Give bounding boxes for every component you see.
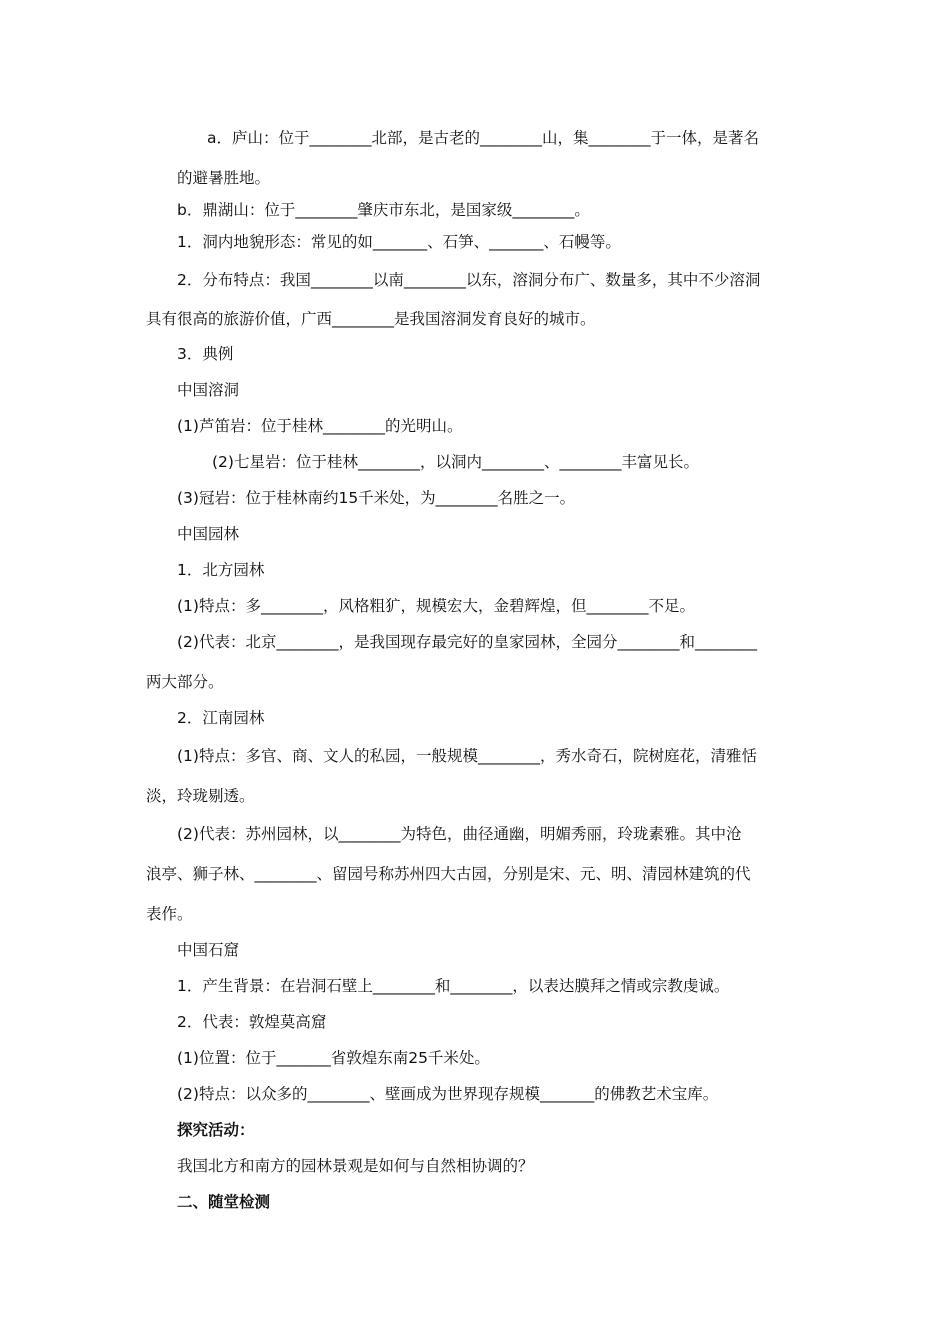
text-line: 1．洞内地貌形态：常见的如_______、石笋、_______、石幔等。 bbox=[177, 233, 621, 251]
text-line: (2)代表：苏州园林，以________为特色，曲径通幽，明媚秀丽，玲珑素雅。其中沧 bbox=[177, 825, 742, 843]
text-line: (3)冠岩：位于桂林南约15千米处，为________名胜之一。 bbox=[177, 489, 576, 507]
section-heading: 中国溶洞 bbox=[177, 381, 240, 399]
text-line: 2．分布特点：我国________以南________以东，溶洞分布广、数量多，其中不少溶洞 bbox=[177, 271, 761, 289]
text-line: (1)芦笛岩：位于桂林________的光明山。 bbox=[177, 417, 463, 435]
text-line: (1)特点：多________，风格粗犷，规模宏大，金碧辉煌，但________不足。 bbox=[177, 597, 695, 615]
text-line: (2)代表：北京________，是我国现存最完好的皇家园林，全园分________和________ bbox=[177, 633, 757, 651]
text-line: (1)特点：多官、商、文人的私园，一般规模________，秀水奇石，院树庭花，清雅恬 bbox=[177, 747, 757, 765]
section-heading: 二、随堂检测 bbox=[177, 1193, 271, 1211]
activity-heading: 探究活动： bbox=[177, 1121, 255, 1139]
text-line: (2)特点：以众多的________、壁画成为世界现存规模_______的佛教艺术宝库。 bbox=[177, 1085, 719, 1103]
text-line: (1)位置：位于_______省敦煌东南25千米处。 bbox=[177, 1049, 490, 1067]
text-line: 1．产生背景：在岩洞石壁上________和________，以表达膜拜之情或宗教虔诚。 bbox=[177, 977, 730, 995]
section-heading: 中国园林 bbox=[177, 525, 240, 543]
text-line: (2)七星岩：位于桂林________，以洞内________、________丰富见长。 bbox=[212, 453, 699, 471]
section-heading: 3．典例 bbox=[177, 345, 234, 363]
text-line: 我国北方和南方的园林景观是如何与自然相协调的？ bbox=[177, 1157, 534, 1175]
section-heading: 2．代表：敦煌莫高窟 bbox=[177, 1013, 327, 1031]
text-line: 浪亭、狮子林、________、留园号称苏州四大古园，分别是宋、元、明、清园林建筑的代 bbox=[146, 865, 751, 883]
text-line: 两大部分。 bbox=[146, 673, 224, 691]
text-line: 的避暑胜地。 bbox=[177, 169, 271, 187]
section-heading: 中国石窟 bbox=[177, 941, 240, 959]
text-line: a．庐山：位于________北部，是古老的________山，集________于一体，是著名 bbox=[207, 129, 760, 147]
text-line: b．鼎湖山：位于________肇庆市东北，是国家级________。 bbox=[177, 201, 590, 219]
text-line: 具有很高的旅游价值，广西________是我国溶洞发育良好的城市。 bbox=[146, 310, 596, 328]
section-heading: 2．江南园林 bbox=[177, 709, 265, 727]
section-heading: 1．北方园林 bbox=[177, 561, 265, 579]
text-line: 淡，玲珑剔透。 bbox=[146, 787, 255, 805]
text-line: 表作。 bbox=[146, 905, 193, 923]
